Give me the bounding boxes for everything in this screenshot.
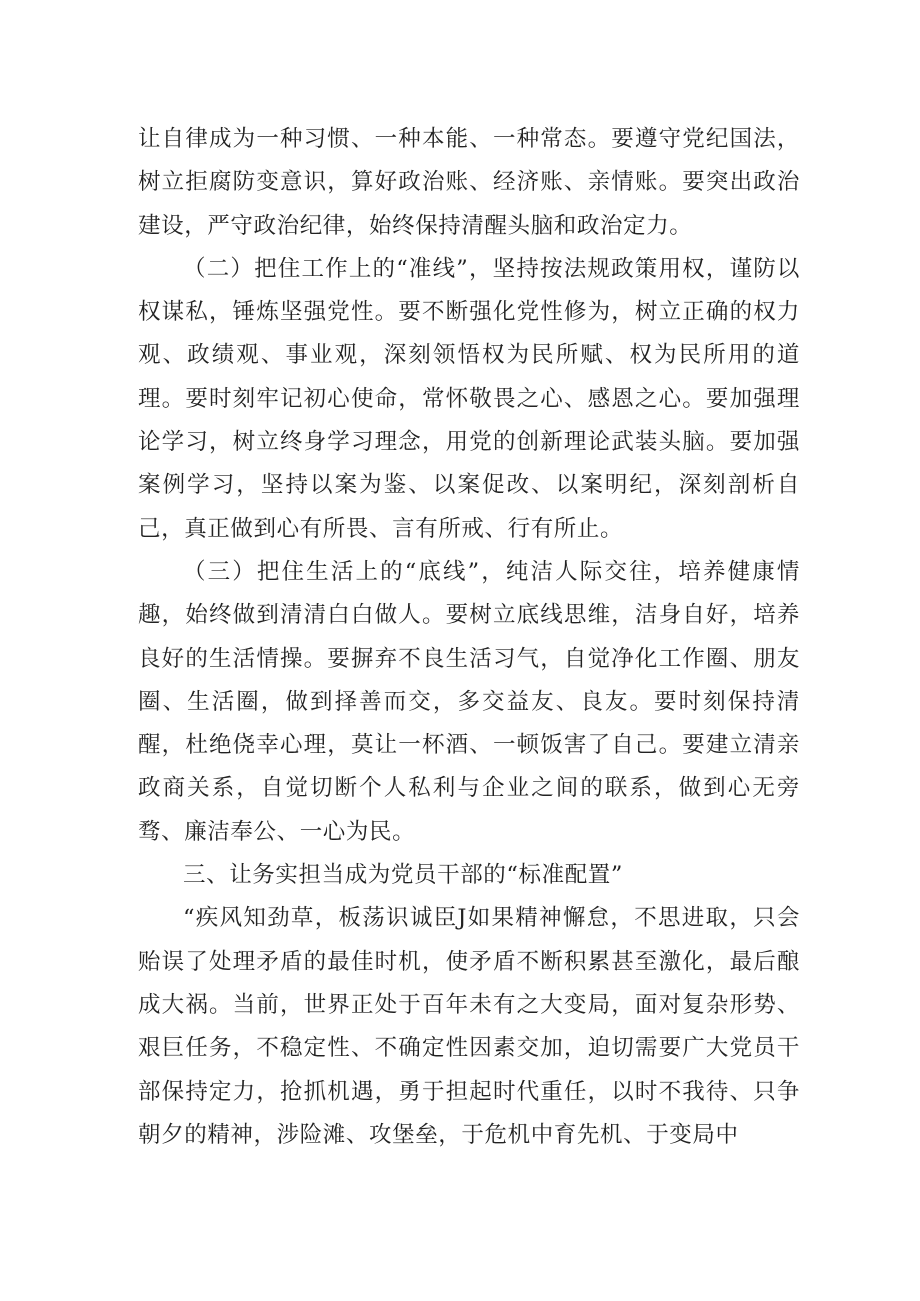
paragraph-life-bottom-line: （三）把住生活上的“底线”，纯洁人际交往，培养健康情趣，始终做到清清白白做人。要树立底线思维，洁身自好，培养良好的生活情操。要摒弃不良生活习气，自觉净化工作圈、朋友圈、生活圈，做到择善而交，多交益友、良友。要时刻保持清醒，杜绝侥幸心理，莫让一杯酒、一顿饭害了自己。要建立清亲政商关系，自觉切断个人私利与企业之间的联系，做到心无旁骛、廉洁奉公、一心为民。 xyxy=(138,558,800,845)
paragraph-self-discipline: 让自律成为一种习惯、一种本能、一种常态。要遵守党纪国法，树立拒腐防变意识，算好政治账、经济账、亲情账。要突出政治建设，严守政治纪律，始终保持清醒头脑和政治定力。 xyxy=(138,126,800,239)
paragraph-responsibility: “疾风知劲草，板荡识诚臣J如果精神懈怠，不思进取，只会贻误了处理矛盾的最佳时机，使矛盾不断积累甚至激化，最后酿成大祸。当前，世界正处于百年未有之大变局，面对复杂形势、艰巨任务，不稳定性、不确定性因素交加，迫切需要广大党员干部保持定力，抢抓机遇，勇于担起时代重任，以时不我待、只争朝夕的精神，涉险滩、攻堡垒，于危机中育先机、于变局中 xyxy=(138,905,800,1148)
section-heading-three: 三、让务实担当成为党员干部的“标准配置” xyxy=(183,862,624,889)
document-body xyxy=(138,118,800,1157)
paragraph-work-line: （二）把住工作上的“准线”，坚持按法规政策用权，谨防以权谋私，锤炼坚强党性。要不断强化党性修为，树立正确的权力观、政绩观、事业观，深刻领悟权为民所赋、权为民所用的道理。要时刻牢记初心使命，常怀敬畏之心、感恩之心。要加强理论学习，树立终身学习理念，用党的创新理论武装头脑。要加强案例学习，坚持以案为鉴、以案促改、以案明纪，深刻剖析自己，真正做到心有所畏、言有所戒、行有所止。 xyxy=(138,255,800,542)
